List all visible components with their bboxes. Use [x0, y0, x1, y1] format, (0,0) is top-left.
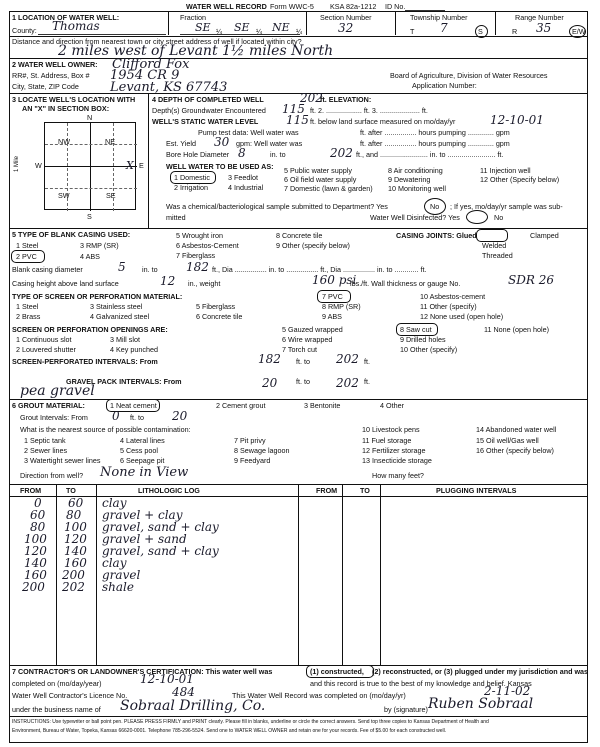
section-7-heading: 7 CONTRACTOR'S OR LANDOWNER'S CERTIFICATION: This water well was [12, 667, 273, 676]
range-direction: E/W [572, 27, 586, 36]
form-title: WATER WELL RECORD [186, 2, 267, 11]
est-yield[interactable]: 30 [214, 135, 230, 149]
id-label: ID No. [385, 2, 406, 11]
signature[interactable]: Ruben Sobraal [428, 696, 534, 712]
depth-label: 4 DEPTH OF COMPLETED WELL [152, 95, 264, 104]
groundwater-depth[interactable]: 115 [282, 102, 305, 116]
casing-joints-glued[interactable]: CASING JOINTS: Glued [396, 231, 477, 240]
city-label: City, State, ZIP Code [12, 82, 79, 91]
grout-from[interactable]: 0 [112, 409, 120, 423]
water-well-record-form: WATER WELL RECORD Form WWC-5 KSA 82a-1212 ID No. 1 LOCATION OF WATER WELL: Fraction Section Number Township Number Range Number County: Thomas SE ¼ SE ¼ NE ¼ 32 T 7 S R 35 E/W Distance and direction from nearest town or city street address of well if located within city? 2 miles west of Levant 1½ miles North 2 WATER WELL OWNER: Clifford Fox RR#, St. Address, Box # 1954 CR 9 City, State, ZIP Code Levant, KS 67743 Board of Agriculture, Division of Water Resources Application Number: 3 LOCATE WELL'S LOCATION WITH AN "X" IN SECTION BOX: N NW NE SW SE W E S 1 Mile X 4 DEPTH OF COMPLETED WELL 202 ft. ELEVATION: Depth(s) Groundwater Encountered 115 ft. 2. .................. ft. 3. .................... ft. WELL'S STATIC WATER LEVEL 115 ft. below land surface measured on mo/day/yr 12-10-01 Pump test data: Well water was ft. after ................ hours pumping ............. gpm Est. Yield 30 gpm: Well water was ft. after ................ hours pumping ............. gpm Bore Hole Diameter 8 in. to 202 ft., and ........................ in. to ........................ ft. WELL WATER TO BE USED AS: 1 Domestic 2 Irrigation 3 Feedlot 4 Industrial 5 Public water supply 6 Oil field water supply 7 Domestic (lawn & garden) 8 Air conditioning 9 Dewatering 10 Monitoring well 11 Injection well 12 Other (Specify below) Was a chemical/bacteriological sample submitted to Department? Yes No ; If yes, mo/day/yr sample was sub- mitted Water Well Disinfected? Yes No 5 TYPE OF BLANK CASING USED: 1 Steel 2 PVC 3 RMP (SR) 4 ABS 5 Wrought iron 6 Asbestos-Cement 7 Fiberglass 8 Concrete tile 9 Other (specify below) CASING JOINTS: Glued Clamped Welded Threaded Blank casing diameter 5 in. to 182 ft., Dia ................ in. to ................ ft., Dia ................ in. to ............ ft. Casing height above land surface 12 in., weight 160 psi lbs./ft. Wall thickness or gauge No. SDR 26 TYPE OF SCREEN OR PERFORATION MATERIAL: 1 Steel 2 Brass 3 Stainless steel 4 Galvanized steel 5 Fiberglass 6 Concrete tile 7 PVC 8 RMP (SR) 9 ABS 10 Asbestos-cement 11 Other (specify) 12 None used (open hole) SCREEN OR PERFORATION OPENINGS ARE: 1 Continuous slot 2 Louvered shutter 3 Mill slot 4 Key punched 5 Gauzed wrapped 6 Wire wrapped 7 Torch cut 8 Saw cut 9 Drilled holes 10 Other (specify) 11 None (open hole) SCREEN-PERFORATED INTERVALS: From 182 ft. to 202 ft. GRAVEL PACK INTERVALS: From 20 ft. to 202 ft. pea gravel 6 GROUT MATERIAL: 1 Neat cement 2 Cement grout 3 Bentonite 4 Other Grout Intervals: From 0 ft. to 20 What is the nearest source of possible contamination: 1 Septic tank 2 Sewer lines 3 Watertight sewer lines 4 Lateral lines 5 Cess pool 6 Seepage pit 7 Pit privy 8 Sewage lagoon 9 Feedyard 10 Livestock pens 11 Fuel storage 12 Fertilizer storage 13 Insecticide storage 14 Abandoned water well 15 Oil well/Gas well 16 Other (specify below) Direction from well? None in View How many feet? FROM TO LITHOLOGIC LOG FROM TO PLUGGING INTERVALS 0 60 clay 60 80 gravel + clay 80 100 gravel, sand + clay 100 120 gravel + sand 120 140 gravel, sand + clay 140 160 clay 160 200 gravel 200 202 shale 7 CONTRACTOR'S OR LANDOWNER'S CERTIFICATION: This water well was (1) constructed, (2) reconstructed, or (3) plugged under my jurisdiction and was completed on (mo/day/year) 12-10-01 and this record is true to the best of my knowledge and belief. Kansas Water Well Contractor's Licence No. 484 This Water Well Record was completed on (mo/day/yr) 2-11-02 under the business name of Sobraal Drilling, Co. by (signature) Ruben Sobraal INSTRUCTIONS: Use typewriter or ball point pen. PLEASE PRESS FIRMLY and PRINT clearly. Please fill in blanks, underline or circle the correct answers. Send top three copies to Kansas Department of Health and Environment, Bureau of Water, Topeka, Kansas 66620-0001. Telephone 785-296-5524. Send one to WATER WELL OWNER and retain one for your records. Fee of $5.00 for each constructed well. [0, 0, 600, 747]
grout-neat-cement[interactable]: 1 Neat cement [110, 401, 157, 410]
gravel-to[interactable]: 202 [336, 376, 359, 390]
fraction-3[interactable]: NE [272, 21, 290, 34]
owner-city[interactable]: Levant, KS 67743 [110, 80, 228, 95]
distance-label: Distance and direction from nearest town or city street address of well if located within city? [12, 37, 302, 46]
static-level[interactable]: 115 [286, 113, 309, 127]
business-name[interactable]: Sobraal Drilling, Co. [120, 698, 266, 714]
constructed-option[interactable]: (1) constructed, [310, 667, 364, 676]
township-direction: S [478, 27, 483, 36]
form-number: Form WWC-5 [270, 2, 314, 11]
section-2-heading: 2 WATER WELL OWNER: [12, 60, 98, 69]
contamination-direction[interactable]: None in View [100, 465, 189, 480]
casing-diameter[interactable]: 5 [118, 260, 126, 274]
township-value[interactable]: 7 [440, 21, 448, 35]
screen-from[interactable]: 182 [258, 352, 281, 366]
owner-address[interactable]: 1954 CR 9 [110, 68, 180, 83]
section-1-heading: 1 LOCATION OF WATER WELL: [12, 13, 120, 22]
well-location-mark[interactable]: X [126, 159, 134, 172]
section-number-value[interactable]: 32 [338, 21, 354, 35]
casing-height[interactable]: 12 [160, 274, 176, 288]
chem-sample-no[interactable]: No [430, 202, 440, 211]
section-5-heading: 5 TYPE OF BLANK CASING USED: [12, 230, 131, 239]
use-domestic[interactable]: 1 Domestic [174, 173, 210, 182]
gravel-note[interactable]: pea gravel [20, 383, 95, 399]
township-number-label: Township Number [410, 13, 468, 22]
plug-header-from: FROM [316, 486, 338, 495]
plug-header-intervals: PLUGGING INTERVALS [436, 486, 517, 495]
depth-value[interactable]: 202 [300, 91, 323, 105]
grout-to[interactable]: 20 [172, 409, 188, 423]
casing-depth[interactable]: 182 [186, 260, 209, 274]
bore-depth[interactable]: 202 [330, 146, 353, 160]
instructions-line-2: Environment, Bureau of Water, Topeka, Kansas 66620-0001. Telephone 785-296-5524. Send one to WATER WELL OWNER and retain one for your records. Fee of $5.00 for each constructed well. [12, 728, 447, 734]
owner-name[interactable]: Clifford Fox [112, 57, 190, 72]
log-header-from: FROM [20, 486, 42, 495]
log-header-lithologic: LITHOLOGIC LOG [138, 486, 200, 495]
casing-gauge[interactable]: SDR 26 [508, 273, 554, 287]
instructions-line-1: INSTRUCTIONS: Use typewriter or ball point pen. PLEASE PRESS FIRMLY and PRINT clearly. Please fill in blanks, underline or circle the correct answers. Send top three copies to Kansas Department of Health and [12, 719, 489, 725]
board-label: Board of Agriculture, Division of Water Resources [390, 71, 548, 80]
contractor-license[interactable]: 484 [172, 685, 195, 699]
range-value[interactable]: 35 [536, 21, 552, 35]
screen-to[interactable]: 202 [336, 352, 359, 366]
bore-diameter[interactable]: 8 [238, 146, 246, 160]
casing-pvc[interactable]: 2 PVC [16, 252, 37, 261]
application-number-label: Application Number: [412, 81, 477, 90]
section-3-heading: 3 LOCATE WELL'S LOCATION WITH [12, 95, 136, 104]
fraction-2[interactable]: SE [234, 21, 250, 34]
casing-weight[interactable]: 160 psi [312, 273, 357, 287]
log-header-to: TO [66, 486, 76, 495]
record-date[interactable]: 2-11-02 [484, 684, 531, 698]
distance-value[interactable]: 2 miles west of Levant 1½ miles North [58, 43, 334, 59]
opening-saw-cut[interactable]: 8 Saw cut [400, 325, 432, 334]
county-label: County: [12, 26, 37, 35]
range-number-label: Range Number [515, 13, 564, 22]
plug-header-to: TO [360, 486, 370, 495]
address-label: RR#, St. Address, Box # [12, 71, 90, 80]
fraction-label: Fraction [180, 13, 206, 22]
screen-pvc[interactable]: 7 PVC [322, 292, 343, 301]
ksa-ref: KSA 82a-1212 [330, 2, 377, 11]
section-6-heading: 6 GROUT MATERIAL: [12, 401, 85, 410]
section-number-label: Section Number [320, 13, 372, 22]
county-value[interactable]: Thomas [52, 19, 100, 33]
completed-date[interactable]: 12-10-01 [140, 672, 194, 686]
static-date[interactable]: 12-10-01 [490, 113, 544, 127]
fraction-1[interactable]: SE [195, 21, 211, 34]
gravel-from[interactable]: 20 [262, 376, 278, 390]
